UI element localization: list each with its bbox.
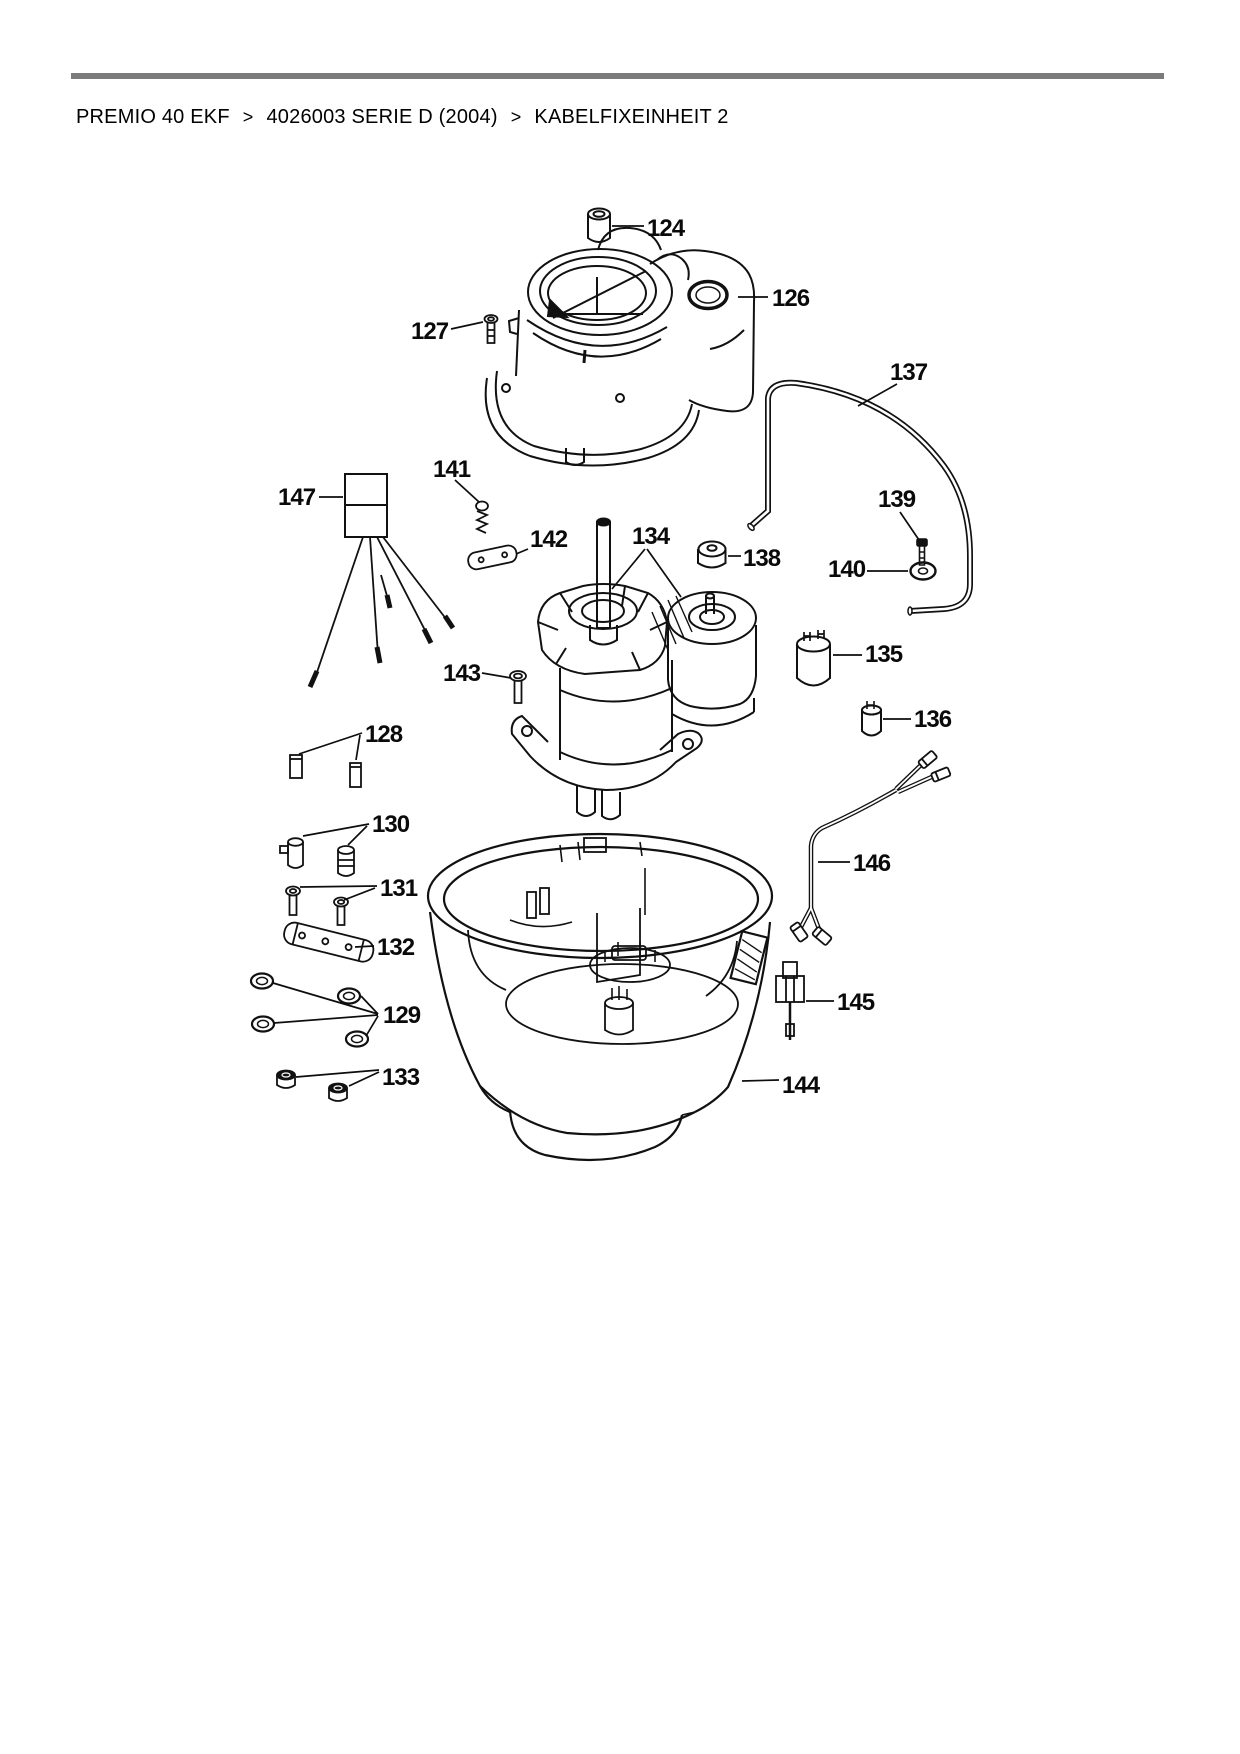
part-label-133: 133 bbox=[382, 1064, 420, 1091]
part-142-drawing bbox=[467, 544, 518, 571]
leader-line-137 bbox=[858, 384, 897, 406]
leader-line-129 bbox=[366, 1016, 378, 1036]
breadcrumb-item-series[interactable]: 4026003 SERIE D (2004) bbox=[266, 106, 498, 128]
part-label-132: 132 bbox=[377, 934, 415, 961]
part-label-124: 124 bbox=[647, 215, 685, 242]
leader-line-128 bbox=[299, 733, 362, 754]
part-144-bowl-drawing bbox=[428, 834, 772, 1160]
leader-line-139 bbox=[900, 512, 919, 540]
part-label-137: 137 bbox=[890, 359, 928, 386]
part-label-139: 139 bbox=[878, 486, 916, 513]
part-147-connector-drawing bbox=[310, 474, 453, 687]
leader-line-129 bbox=[274, 1015, 378, 1023]
part-145-drawing bbox=[776, 962, 804, 1040]
breadcrumb-separator: > bbox=[242, 107, 254, 127]
leader-line-133 bbox=[349, 1072, 379, 1086]
part-126-housing-drawing bbox=[486, 228, 754, 466]
part-label-140: 140 bbox=[828, 556, 866, 583]
part-label-144: 144 bbox=[782, 1072, 820, 1099]
part-label-145: 145 bbox=[837, 989, 875, 1016]
part-139-drawing bbox=[917, 539, 927, 565]
leader-line-130 bbox=[348, 826, 367, 845]
part-129-drawing bbox=[251, 974, 368, 1047]
leader-line-134 bbox=[612, 549, 645, 589]
part-label-126: 126 bbox=[772, 285, 810, 312]
leader-line-127 bbox=[451, 322, 483, 329]
part-132-drawing bbox=[282, 920, 376, 963]
part-135-capacitor-drawing bbox=[797, 630, 830, 686]
leader-line-132 bbox=[355, 946, 374, 947]
part-130-drawing bbox=[280, 838, 354, 876]
part-label-134: 134 bbox=[632, 523, 670, 550]
part-label-130: 130 bbox=[372, 811, 410, 838]
leader-line-143 bbox=[482, 673, 511, 678]
part-label-141: 141 bbox=[433, 456, 471, 483]
leader-line-133 bbox=[296, 1070, 379, 1077]
part-label-131: 131 bbox=[380, 875, 418, 902]
part-146-cable-drawing bbox=[790, 750, 951, 945]
breadcrumb-item-model[interactable]: PREMIO 40 EKF bbox=[76, 106, 230, 128]
leader-line-131 bbox=[300, 886, 377, 887]
part-label-143: 143 bbox=[443, 660, 481, 687]
part-label-138: 138 bbox=[743, 545, 781, 572]
leader-line-142 bbox=[516, 549, 528, 554]
part-143-drawing bbox=[510, 671, 526, 703]
part-label-146: 146 bbox=[853, 850, 891, 877]
part-label-142: 142 bbox=[530, 526, 568, 553]
part-label-135: 135 bbox=[865, 641, 903, 668]
part-124-drawing bbox=[588, 209, 610, 243]
part-label-136: 136 bbox=[914, 706, 952, 733]
breadcrumb-separator: > bbox=[510, 107, 522, 127]
part-131-drawing bbox=[286, 887, 348, 926]
part-label-147: 147 bbox=[278, 484, 316, 511]
leader-line-134 bbox=[647, 549, 681, 597]
leader-line-144 bbox=[742, 1080, 779, 1081]
part-label-128: 128 bbox=[365, 721, 403, 748]
part-136-capacitor-drawing bbox=[862, 701, 881, 736]
part-141-drawing bbox=[476, 502, 488, 534]
part-138-drawing bbox=[698, 542, 726, 568]
leader-line-128 bbox=[356, 735, 360, 760]
part-label-127: 127 bbox=[411, 318, 449, 345]
leader-line-131 bbox=[344, 888, 375, 900]
leader-line-141 bbox=[455, 480, 479, 502]
part-127-drawing bbox=[485, 315, 498, 343]
breadcrumb-item-assembly[interactable]: KABELFIXEINHEIT 2 bbox=[534, 106, 729, 128]
part-128-drawing bbox=[290, 755, 361, 787]
part-label-129: 129 bbox=[383, 1002, 421, 1029]
